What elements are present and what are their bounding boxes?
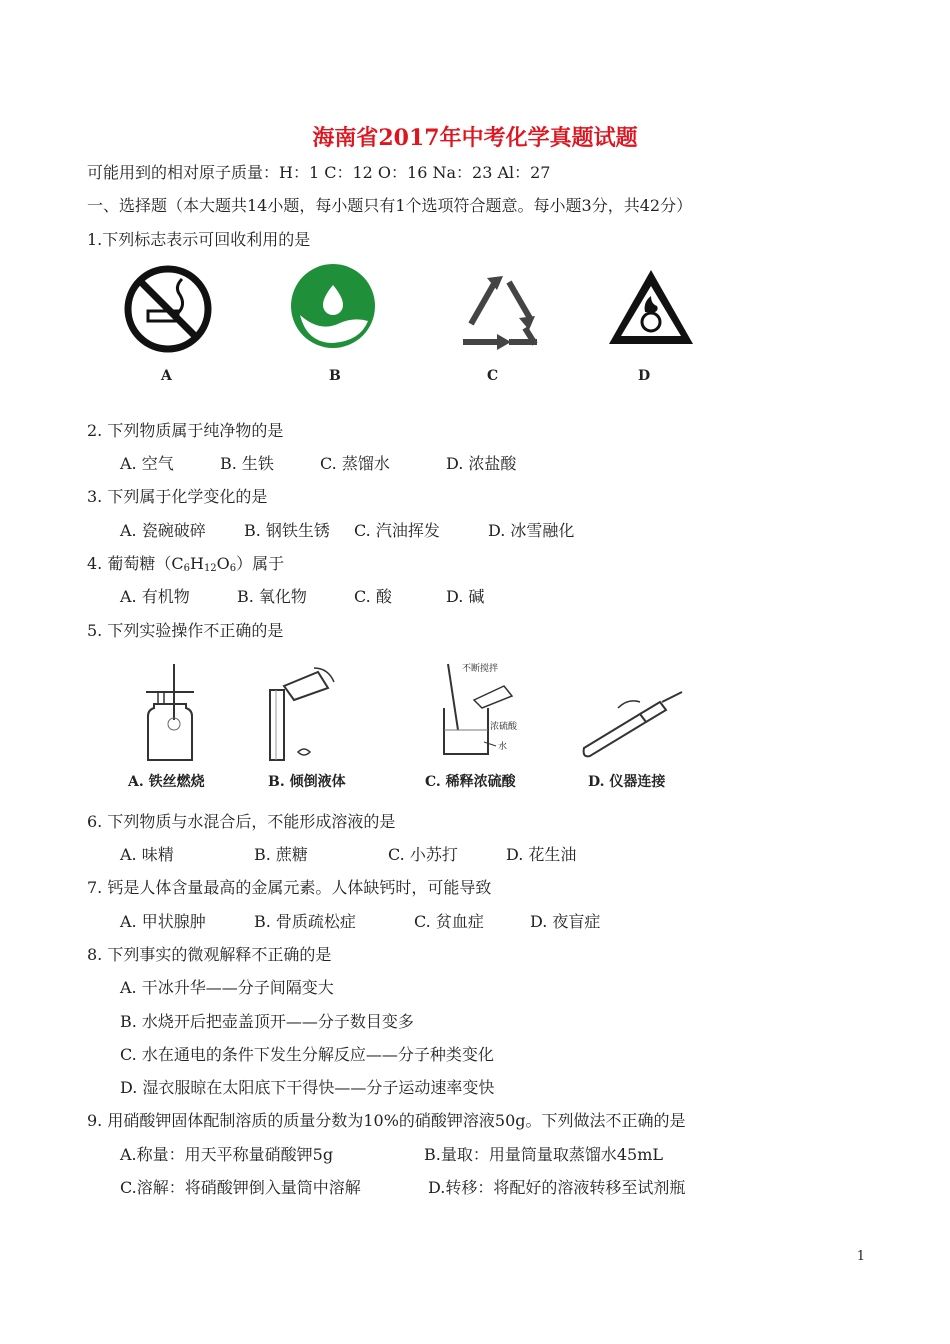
label-water: 水 <box>498 742 508 752</box>
q4-stem: 4. 葡萄糖$(C_6H_{12}O_6)$属于 <box>87 554 285 574</box>
q4-option-d: D. 碱 <box>446 587 485 606</box>
q2-option-b: B. 生铁 <box>220 454 274 473</box>
q8-option-a: A. 干冰升华——分子间隔变大 <box>120 978 334 997</box>
recycling-sign-icon <box>457 272 547 352</box>
oxidizer-warning-sign-icon <box>605 266 697 348</box>
q8-option-c: C. 水在通电的条件下发生分解反应——分子种类变化 <box>120 1045 494 1064</box>
q5-caption-c: C. 稀释浓硫酸 <box>425 774 516 790</box>
section-heading: 一、选择题（本大题共14小题，每小题只有1个选项符合题意。每小题3分，共42分） <box>87 196 693 215</box>
page-title: 海南省2017年中考化学真题试题 <box>312 125 638 151</box>
q1-caption-b: B <box>329 368 341 384</box>
q5-stem: 5. 下列实验操作不正确的是 <box>87 621 284 640</box>
q1-caption-a: A <box>161 368 172 384</box>
q9-option-c: C.溶解：将硝酸钾倒入量筒中溶解 <box>120 1178 361 1197</box>
q9-option-d: D.转移：将配好的溶液转移至试剂瓶 <box>428 1178 686 1197</box>
q2-option-d: D. 浓盐酸 <box>446 454 517 473</box>
q5-caption-d: D. 仪器连接 <box>588 774 666 790</box>
atomic-masses: 可能用到的相对原子质量：H：1 C：12 O：16 Na：23 Al：27 <box>87 163 551 182</box>
q6-option-d: D. 花生油 <box>506 845 577 864</box>
page-number: 1 <box>856 1249 865 1264</box>
q3-option-d: D. 冰雪融化 <box>488 521 575 540</box>
q4-option-a: A. 有机物 <box>120 587 190 606</box>
pouring-liquid-figure <box>262 664 342 768</box>
q8-option-d: D. 湿衣服晾在太阳底下干得快——分子运动速率变快 <box>120 1078 495 1097</box>
q7-option-c: C. 贫血症 <box>414 912 484 931</box>
water-saving-sign-icon <box>290 263 376 349</box>
q8-option-b: B. 水烧开后把壶盖顶开——分子数目变多 <box>120 1012 414 1031</box>
iron-wire-burning-figure <box>140 660 200 766</box>
q5-caption-b: B. 倾倒液体 <box>268 774 346 790</box>
q6-option-c: C. 小苏打 <box>388 845 458 864</box>
q3-stem: 3. 下列属于化学变化的是 <box>87 487 268 506</box>
q3-option-c: C. 汽油挥发 <box>354 521 440 540</box>
q9-option-b: B.量取：用量筒量取蒸馏水45mL <box>424 1145 664 1164</box>
q2-stem: 2. 下列物质属于纯净物的是 <box>87 421 284 440</box>
q3-option-a: A. 瓷碗破碎 <box>120 521 206 540</box>
q7-option-d: D. 夜盲症 <box>530 912 601 931</box>
q3-option-b: B. 钢铁生锈 <box>244 521 330 540</box>
q1-stem: 1.下列标志表示可回收利用的是 <box>87 230 311 249</box>
q5-caption-a: A. 铁丝燃烧 <box>128 774 205 790</box>
q7-option-b: B. 骨质疏松症 <box>254 912 356 931</box>
label-stir: 不断搅拌 <box>462 664 499 674</box>
q2-option-a: A. 空气 <box>120 454 174 473</box>
label-acid: 浓硫酸 <box>490 722 518 732</box>
q2-option-c: C. 蒸馏水 <box>320 454 390 473</box>
q1-caption-d: D <box>638 368 651 384</box>
q4-option-c: C. 酸 <box>354 587 392 606</box>
q6-stem: 6. 下列物质与水混合后，不能形成溶液的是 <box>87 812 396 831</box>
q9-option-a: A.称量：用天平称量硝酸钾5g <box>120 1145 334 1164</box>
q6-option-a: A. 味精 <box>120 845 174 864</box>
q7-option-a: A. 甲状腺肿 <box>120 912 206 931</box>
q9-stem: 9. 用硝酸钾固体配制溶质的质量分数为10%的硝酸钾溶液50g。下列做法不正确的是 <box>87 1111 686 1130</box>
q7-stem: 7. 钙是人体含量最高的金属元素。人体缺钙时，可能导致 <box>87 878 492 897</box>
connecting-apparatus-figure <box>578 688 690 758</box>
q8-stem: 8. 下列事实的微观解释不正确的是 <box>87 945 332 964</box>
q4-option-b: B. 氧化物 <box>237 587 307 606</box>
q1-caption-c: C <box>487 368 499 384</box>
no-smoking-sign-icon <box>122 263 214 355</box>
q6-option-b: B. 蔗糖 <box>254 845 308 864</box>
